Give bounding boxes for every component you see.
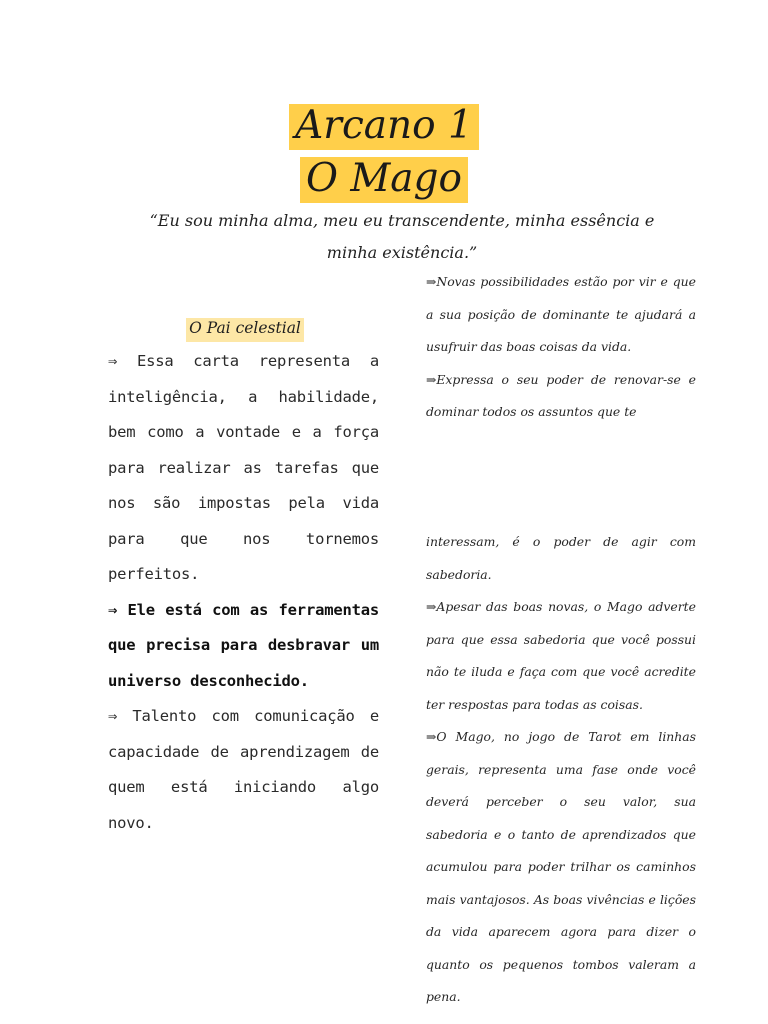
title-highlight: O Mago xyxy=(300,157,468,203)
right-paragraph: interessam, é o poder de agir com sabedoria. xyxy=(426,534,696,582)
page-title-line-1 xyxy=(0,104,768,150)
right-column-lower xyxy=(426,526,696,1014)
right-paragraph: ⇒O Mago, no jogo de Tarot em linhas gerais, representa uma fase onde você deverá perceber o seu valor, sua sabedoria e o tanto de aprendizados que acumulou para poder trilhar os caminhos mais vantajosos. As boas vivências e lições da vida aparecem agora para dizer o quanto os pequenos tombos valeram a pena. xyxy=(426,729,696,1004)
right-paragraph: ⇒Apesar das boas novas, o Mago adverte para que essa sabedoria que você possui não te iluda e faça com que você acredite ter respostas para todas as coisas. xyxy=(426,599,696,712)
left-paragraph: ⇒ Essa carta representa a inteligência, a habilidade, bem como a vontade e a força para realizar as tarefas que nos são impostas pela vida para que nos tornemos perfeitos. xyxy=(108,352,379,583)
left-paragraph: ⇒ Talento com comunicação e capacidade de aprendizagem de quem está iniciando algo novo. xyxy=(108,707,379,832)
right-paragraph: ⇒Novas possibilidades estão por vir e que a sua posição de dominante te ajudará a usufruir das boas coisas da vida. xyxy=(426,274,696,354)
page-title-line-2 xyxy=(0,157,768,203)
section-heading-highlight: O Pai celestial xyxy=(186,318,304,342)
left-paragraph-bold: ⇒ Ele está com as ferramentas que precisa para desbravar um universo desconhecido. xyxy=(108,600,379,690)
right-column-upper xyxy=(426,266,696,429)
left-column xyxy=(108,344,379,841)
section-heading xyxy=(0,318,490,342)
right-paragraph: ⇒Expressa o seu poder de renovar-se e dominar todos os assuntos que te xyxy=(426,371,696,419)
epigraph-quote: “Eu sou minha alma, meu eu transcendente, minha essência e minha existência.” xyxy=(149,211,655,262)
title-highlight: Arcano 1 xyxy=(289,104,479,150)
